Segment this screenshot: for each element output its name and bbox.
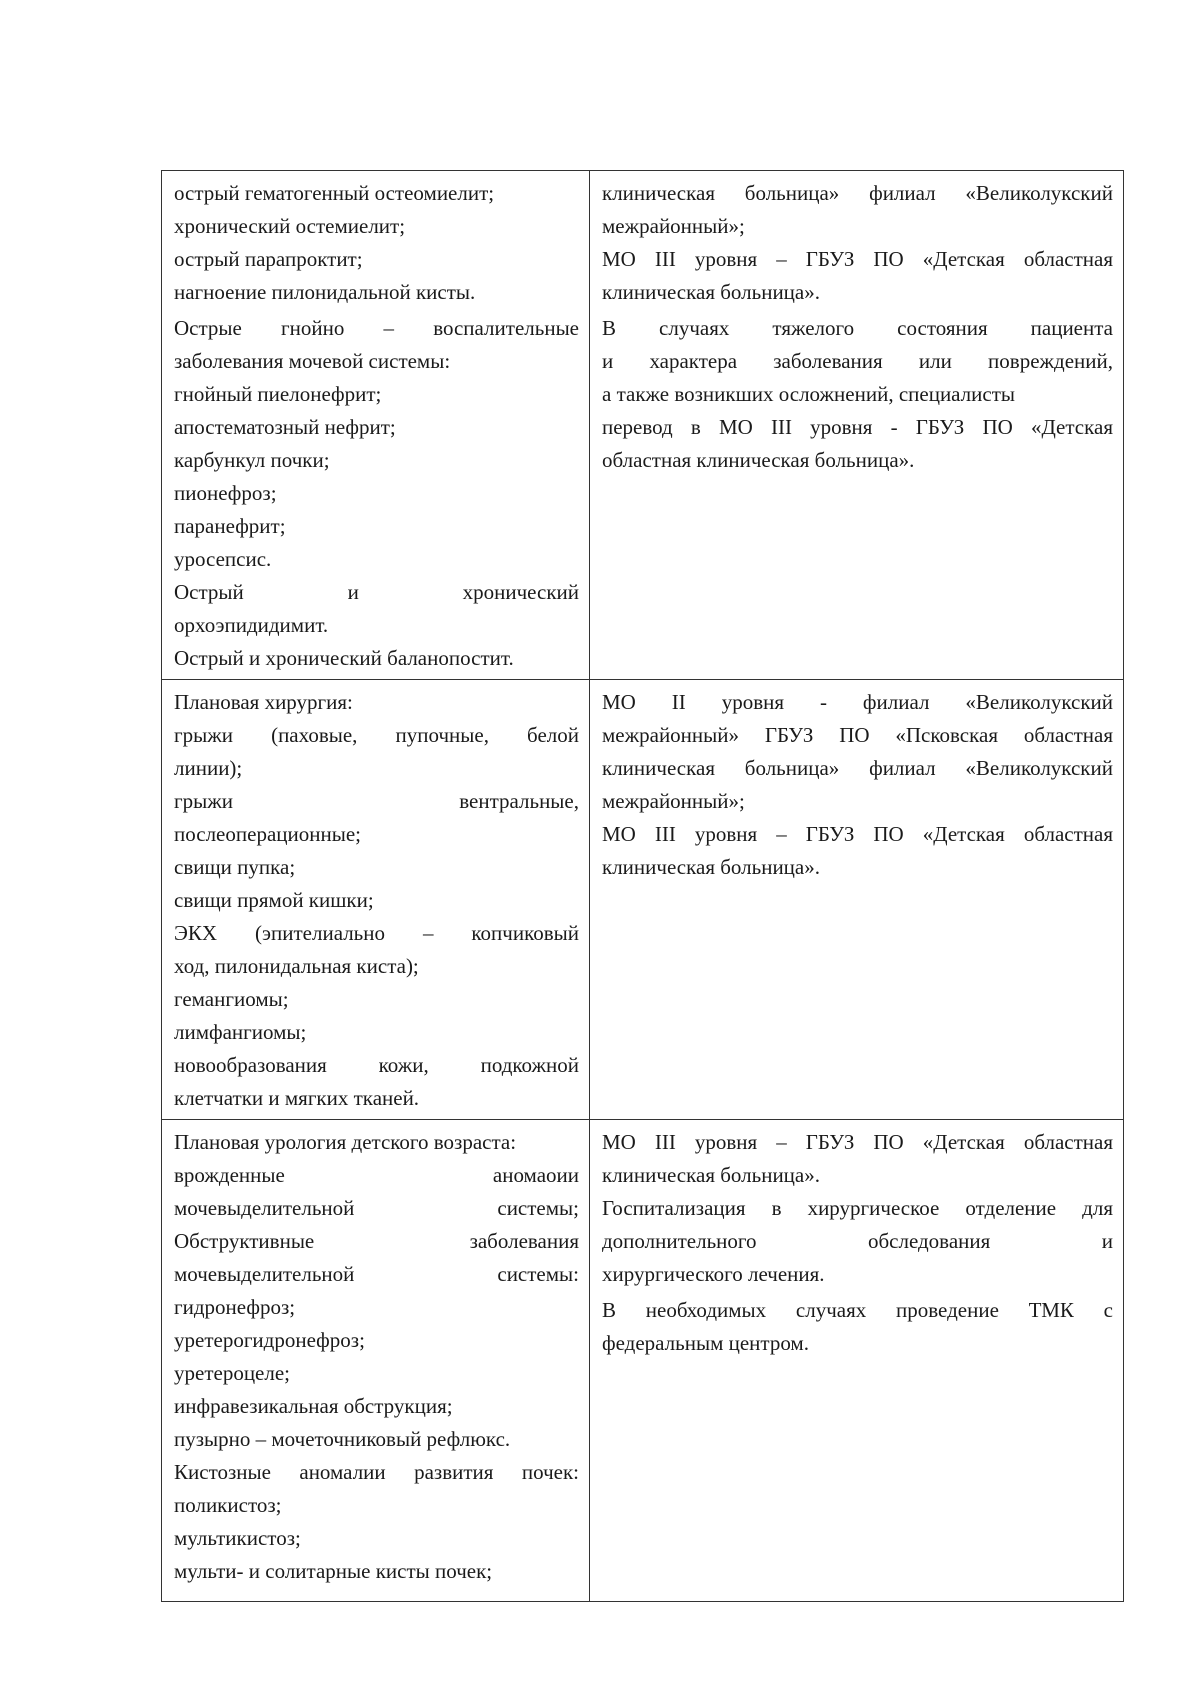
text-line: Госпитализация в хирургическое отделение для — [602, 1196, 1113, 1220]
text-line: клиническая больница». — [602, 280, 820, 304]
text-line: грыжи (паховые, пупочные, белой — [174, 723, 579, 747]
text-line: клиническая больница» филиал «Великолукский — [602, 181, 1113, 205]
routing-cell — [590, 1120, 1124, 1602]
text-line: ход, пилонидальная киста); — [174, 954, 419, 978]
table-row — [162, 1120, 1124, 1602]
text-line: Плановая хирургия: — [174, 690, 353, 714]
text-line: уросепсис. — [174, 547, 272, 571]
table-row — [162, 171, 1124, 680]
text-line: послеоперационные; — [174, 822, 361, 846]
text-line: мочевыделительной системы: — [174, 1262, 579, 1286]
text-line: Острый и хронический — [174, 580, 579, 604]
text-line: мультикистоз; — [174, 1526, 301, 1550]
text-line: острый гематогенный остеомиелит; — [174, 181, 495, 205]
text-line: клиническая больница». — [602, 855, 820, 879]
document-table — [161, 170, 1124, 1602]
text-line: межрайонный» ГБУЗ ПО «Псковская областная — [602, 723, 1113, 747]
diagnosis-cell — [162, 680, 590, 1120]
text-line: заболевания мочевой системы: — [174, 349, 451, 373]
routing-cell — [590, 171, 1124, 680]
text-line: перевод в МО III уровня - ГБУЗ ПО «Детская — [602, 415, 1113, 439]
text-line: линии); — [174, 756, 243, 780]
text-line: МО III уровня – ГБУЗ ПО «Детская областная — [602, 1130, 1113, 1154]
text-line: нагноение пилонидальной кисты. — [174, 280, 476, 304]
text-line: новообразования кожи, подкожной — [174, 1053, 579, 1077]
text-line: ЭКХ (эпителиально – копчиковый — [174, 921, 579, 945]
text-line: карбункул почки; — [174, 448, 330, 472]
text-line: мульти- и солитарные кисты почек; — [174, 1559, 493, 1583]
text-line: В необходимых случаях проведение ТМК с — [602, 1298, 1113, 1322]
text-line: областная клиническая больница». — [602, 448, 915, 472]
text-line: хронический остемиелит; — [174, 214, 406, 238]
text-line: инфравезикальная обструкция; — [174, 1394, 453, 1418]
text-line: мочевыделительной системы; — [174, 1196, 579, 1220]
text-line: гидронефроз; — [174, 1295, 296, 1319]
table-row — [162, 680, 1124, 1120]
text-line: апостематозный нефрит; — [174, 415, 396, 439]
text-line: свищи прямой кишки; — [174, 888, 374, 912]
text-line: клетчатки и мягких тканей. — [174, 1086, 420, 1110]
text-line: гемангиомы; — [174, 987, 289, 1011]
text-line: и характера заболевания или повреждений, — [602, 349, 1113, 373]
text-line: острый парапроктит; — [174, 247, 363, 271]
text-line: Острые гнойно – воспалительные — [174, 316, 579, 340]
text-line: МО II уровня - филиал «Великолукский — [602, 690, 1113, 714]
text-line: клиническая больница». — [602, 1163, 820, 1187]
text-line: врожденные аномаоии — [174, 1163, 579, 1187]
text-line: хирургического лечения. — [602, 1262, 825, 1286]
text-line: клиническая больница» филиал «Великолукский — [602, 756, 1113, 780]
text-line: орхоэпидидимит. — [174, 613, 329, 637]
text-line: а также возникших осложнений, специалисты — [602, 382, 1016, 406]
text-line: В случаях тяжелого состояния пациента — [602, 316, 1113, 340]
text-line: уретерогидронефроз; — [174, 1328, 365, 1352]
text-line: Кистозные аномалии развития почек: — [174, 1460, 579, 1484]
text-line: паранефрит; — [174, 514, 286, 538]
routing-cell — [590, 680, 1124, 1120]
text-line: МО III уровня – ГБУЗ ПО «Детская областная — [602, 247, 1113, 271]
text-line: федеральным центром. — [602, 1331, 809, 1355]
text-line: межрайонный»; — [602, 789, 745, 813]
text-line: межрайонный»; — [602, 214, 745, 238]
text-line: грыжи вентральные, — [174, 789, 579, 813]
text-line: поликистоз; — [174, 1493, 282, 1517]
text-line: пионефроз; — [174, 481, 277, 505]
text-line: Обструктивные заболевания — [174, 1229, 579, 1253]
text-line: дополнительного обследования и — [602, 1229, 1113, 1253]
text-line: лимфангиомы; — [174, 1020, 307, 1044]
text-line: Плановая урология детского возраста: — [174, 1130, 517, 1154]
text-line: пузырно – мочеточниковый рефлюкс. — [174, 1427, 511, 1451]
text-line: уретероцеле; — [174, 1361, 291, 1385]
text-line: Острый и хронический баланопостит. — [174, 646, 514, 670]
text-line: гнойный пиелонефрит; — [174, 382, 382, 406]
diagnosis-cell — [162, 1120, 590, 1602]
diagnosis-cell — [162, 171, 590, 680]
text-line: свищи пупка; — [174, 855, 296, 879]
text-line: МО III уровня – ГБУЗ ПО «Детская областная — [602, 822, 1113, 846]
